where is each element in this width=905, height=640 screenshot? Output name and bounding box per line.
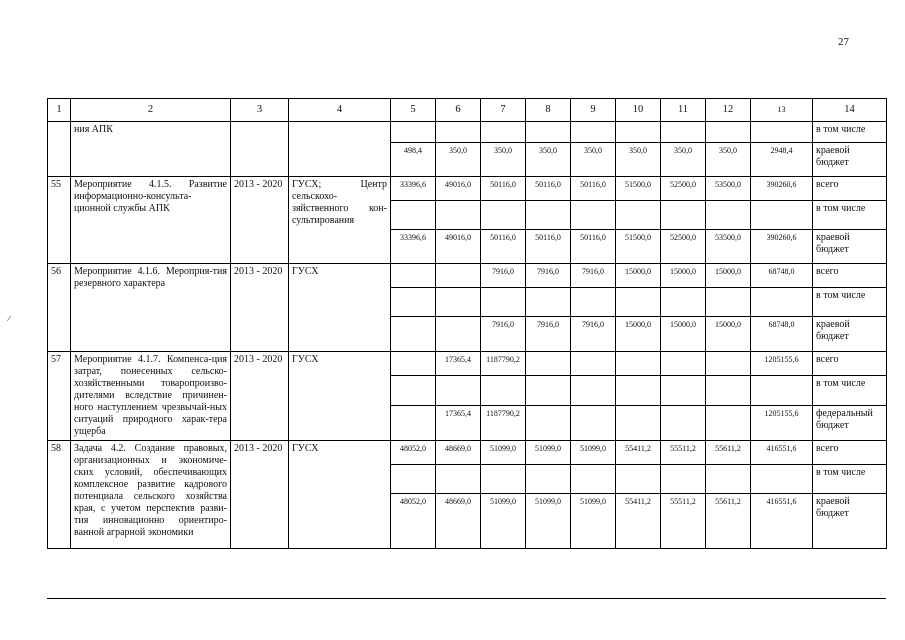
- value-cell: 50116,0: [481, 230, 526, 264]
- value-cell: 51099,0: [481, 494, 526, 549]
- value-cell: 48669,0: [436, 494, 481, 549]
- col-header: 7: [481, 99, 526, 122]
- value-cell: 52500,0: [661, 230, 706, 264]
- value-cell: [391, 405, 436, 440]
- value-cell: 7916,0: [571, 264, 616, 288]
- value-cell: [616, 405, 661, 440]
- value-cell: 55611,2: [706, 441, 751, 465]
- value-cell: 350,0: [526, 143, 571, 177]
- value-cell: 15000,0: [616, 317, 661, 352]
- value-cell: 15000,0: [706, 264, 751, 288]
- value-cell: 49016,0: [436, 177, 481, 201]
- activity-name: Мероприятие 4.1.6. Мероприя-тия резервного характера: [71, 264, 231, 352]
- value-cell: 390260,6: [751, 177, 813, 201]
- value-cell: 55411,2: [616, 494, 661, 549]
- col-header: 4: [289, 99, 391, 122]
- value-cell: 51099,0: [571, 494, 616, 549]
- value-cell: 7916,0: [571, 317, 616, 352]
- activity-name: Задача 4.2. Создание правовых, организационных и экономиче-ских условий, обеспечивающих комплексное развитие кадрового потенциала сельского хозяйства края, с учетом перспектив разви-тия инновационно ориентиро-ванной аграрной экономики: [71, 441, 231, 549]
- value-cell: 7916,0: [481, 317, 526, 352]
- value-cell: [391, 352, 436, 376]
- value-cell: 55511,2: [661, 441, 706, 465]
- funding-type: краевой бюджет: [813, 317, 887, 352]
- row-number-cell: 57: [48, 352, 71, 441]
- value-cell: 1187790,2: [481, 405, 526, 440]
- value-cell: 52500,0: [661, 177, 706, 201]
- col-header: 13: [751, 99, 813, 122]
- funding-type: всего: [813, 177, 887, 201]
- activity-name: Мероприятие 4.1.7. Компенса-ция затрат, понесенных сельско-хозяйственными товаропроизво-дителями вследствие причинен-ного наступлением чрезвычай-ных ситуаций природного харак-тера ущерба: [71, 352, 231, 441]
- value-cell: [571, 405, 616, 440]
- period-cell: [231, 122, 289, 177]
- value-cell: 350,0: [706, 143, 751, 177]
- value-cell: 498,4: [391, 143, 436, 177]
- value-cell: 350,0: [661, 143, 706, 177]
- activity-name: Мероприятие 4.1.5. Развитие информационно-консульта-ционной службы АПК: [71, 177, 231, 264]
- value-cell: 1187790,2: [481, 352, 526, 376]
- value-cell: 17365,4: [436, 405, 481, 440]
- value-cell: 68748,0: [751, 317, 813, 352]
- value-cell: 50116,0: [526, 230, 571, 264]
- value-cell: [436, 264, 481, 288]
- value-cell: 15000,0: [616, 264, 661, 288]
- value-cell: [436, 317, 481, 352]
- value-cell: 7916,0: [481, 264, 526, 288]
- value-cell: [391, 264, 436, 288]
- value-cell: [526, 352, 571, 376]
- table-row: [48, 264, 887, 288]
- table-row: [48, 122, 887, 143]
- period-cell: 2013 - 2020: [231, 177, 289, 264]
- value-cell: 7916,0: [526, 264, 571, 288]
- value-cell: 15000,0: [706, 317, 751, 352]
- value-cell: [661, 405, 706, 440]
- col-header: 9: [571, 99, 616, 122]
- value-cell: 350,0: [616, 143, 661, 177]
- value-cell: 51099,0: [526, 441, 571, 465]
- col-header: 14: [813, 99, 887, 122]
- col-header: 6: [436, 99, 481, 122]
- value-cell: 55411,2: [616, 441, 661, 465]
- table-row: [48, 177, 887, 201]
- value-cell: 7916,0: [526, 317, 571, 352]
- value-cell: 416551,6: [751, 494, 813, 549]
- value-cell: [706, 352, 751, 376]
- executor-cell: ГУСХ: [289, 441, 391, 549]
- col-header: 2: [71, 99, 231, 122]
- col-header: 12: [706, 99, 751, 122]
- period-cell: 2013 - 2020: [231, 441, 289, 549]
- value-cell: 48669,0: [436, 441, 481, 465]
- value-cell: 53500,0: [706, 230, 751, 264]
- funding-type: в том числе: [813, 465, 887, 494]
- value-cell: [616, 352, 661, 376]
- table-row: [48, 441, 887, 465]
- col-header: 1: [48, 99, 71, 122]
- col-header: 10: [616, 99, 661, 122]
- value-cell: 33396,6: [391, 230, 436, 264]
- executor-cell: ГУСХ: [289, 264, 391, 352]
- value-cell: 350,0: [571, 143, 616, 177]
- value-cell: 55611,2: [706, 494, 751, 549]
- executor-cell: ГУСХ; Центр сельскохо-зяйственного кон-сультирования: [289, 177, 391, 264]
- value-cell: 15000,0: [661, 264, 706, 288]
- activity-name: ния АПК: [71, 122, 231, 177]
- value-cell: 390260,6: [751, 230, 813, 264]
- row-number-cell: 55: [48, 177, 71, 264]
- funding-type: всего: [813, 441, 887, 465]
- value-cell: 50116,0: [481, 177, 526, 201]
- funding-type: федеральный бюджет: [813, 405, 887, 440]
- funding-type: в том числе: [813, 288, 887, 317]
- funding-type: в том числе: [813, 122, 887, 143]
- col-header: 5: [391, 99, 436, 122]
- value-cell: 50116,0: [526, 177, 571, 201]
- executor-cell: [289, 122, 391, 177]
- value-cell: 51099,0: [526, 494, 571, 549]
- row-number-cell: [48, 122, 71, 177]
- value-cell: [571, 352, 616, 376]
- value-cell: 51099,0: [571, 441, 616, 465]
- value-cell: 68748,0: [751, 264, 813, 288]
- value-cell: 1205155,6: [751, 352, 813, 376]
- value-cell: 51500,0: [616, 177, 661, 201]
- funding-type: всего: [813, 264, 887, 288]
- period-cell: 2013 - 2020: [231, 352, 289, 441]
- bottom-rule: [47, 598, 886, 599]
- executor-cell: ГУСХ: [289, 352, 391, 441]
- value-cell: [526, 405, 571, 440]
- funding-type: всего: [813, 352, 887, 376]
- value-cell: 50116,0: [571, 230, 616, 264]
- period-cell: 2013 - 2020: [231, 264, 289, 352]
- value-cell: 48052,0: [391, 494, 436, 549]
- row-number-cell: 58: [48, 441, 71, 549]
- value-cell: 2948,4: [751, 143, 813, 177]
- value-cell: 48052,0: [391, 441, 436, 465]
- value-cell: 416551,6: [751, 441, 813, 465]
- value-cell: 49016,0: [436, 230, 481, 264]
- value-cell: 1205155,6: [751, 405, 813, 440]
- funding-type: в том числе: [813, 376, 887, 405]
- col-header: 8: [526, 99, 571, 122]
- budget-table: [47, 98, 887, 549]
- funding-type: краевой бюджет: [813, 494, 887, 549]
- funding-type: краевой бюджет: [813, 230, 887, 264]
- value-cell: [706, 405, 751, 440]
- value-cell: 350,0: [481, 143, 526, 177]
- value-cell: 15000,0: [661, 317, 706, 352]
- value-cell: 51099,0: [481, 441, 526, 465]
- funding-type: в том числе: [813, 201, 887, 230]
- value-cell: [661, 352, 706, 376]
- value-cell: [391, 317, 436, 352]
- page-number: 27: [838, 36, 849, 48]
- table-row: [48, 352, 887, 376]
- value-cell: 17365,4: [436, 352, 481, 376]
- row-number-cell: 56: [48, 264, 71, 352]
- value-cell: 55511,2: [661, 494, 706, 549]
- table-header-row: [48, 99, 887, 122]
- funding-type: краевой бюджет: [813, 143, 887, 177]
- value-cell: 350,0: [436, 143, 481, 177]
- col-header: 3: [231, 99, 289, 122]
- value-cell: 33396,6: [391, 177, 436, 201]
- scan-edge-mark: [7, 316, 11, 321]
- value-cell: 50116,0: [571, 177, 616, 201]
- value-cell: 53500,0: [706, 177, 751, 201]
- value-cell: 51500,0: [616, 230, 661, 264]
- col-header: 11: [661, 99, 706, 122]
